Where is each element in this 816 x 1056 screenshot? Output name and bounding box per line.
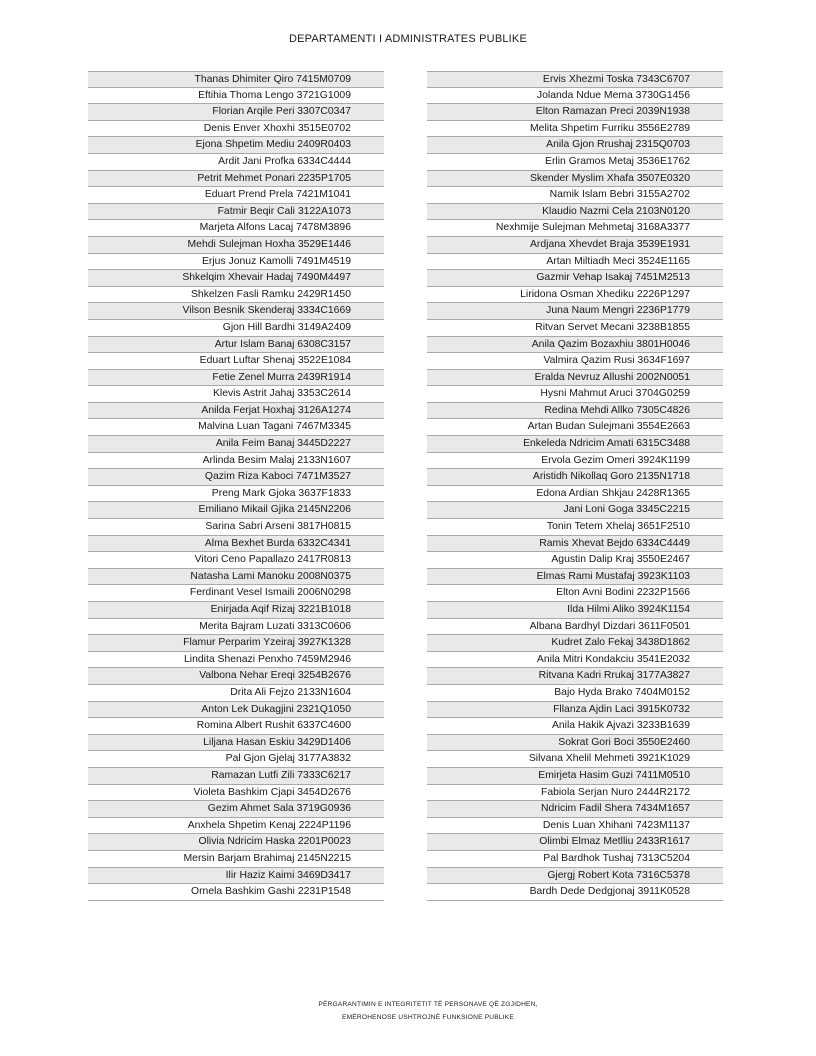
page-title: DEPARTAMENTI I ADMINISTRATES PUBLIKE [288, 33, 528, 45]
name-row: Violeta Bashkim Cjapi 3454D2676 [88, 785, 384, 802]
name-row: Gazmir Vehap Isakaj 7451M2513 [427, 270, 723, 287]
name-row: Natasha Lami Manoku 2008N0375 [88, 569, 384, 586]
name-row: Elton Avni Bodini 2232P1566 [427, 585, 723, 602]
name-row: Anila Qazim Bozaxhiu 3801H0046 [427, 337, 723, 354]
name-row: Tonin Tetem Xhelaj 3651F2510 [427, 519, 723, 536]
name-row: Valbona Nehar Ereqi 3254B2676 [88, 668, 384, 685]
name-row: Fllanza Ajdin Laci 3915K0732 [427, 702, 723, 719]
name-row: Ejona Shpetim Mediu 2409R0403 [88, 137, 384, 154]
name-row: Ritvana Kadri Rrukaj 3177A3827 [427, 668, 723, 685]
name-row: Anila Mitri Kondakciu 3541E2032 [427, 652, 723, 669]
name-row: Bardh Dede Dedgjonaj 3911K0528 [427, 884, 723, 901]
name-row: Shkelqim Xhevair Hadaj 7490M4497 [88, 270, 384, 287]
name-row: Gezim Ahmet Sala 3719G0936 [88, 801, 384, 818]
name-row: Vitori Ceno Papallazo 2417R0813 [88, 552, 384, 569]
footer [0, 998, 816, 1024]
name-row: Olivia Ndricim Haska 2201P0023 [88, 834, 384, 851]
name-row: Anila Gjon Rrushaj 2315Q0703 [427, 137, 723, 154]
name-row: Skender Myslim Xhafa 3507E0320 [427, 171, 723, 188]
name-row: Ervola Gezim Omeri 3924K1199 [427, 453, 723, 470]
name-row: Shkelzen Fasli Ramku 2429R1450 [88, 287, 384, 304]
name-row: Enkeleda Ndricim Amati 6315C3488 [427, 436, 723, 453]
name-row: Florian Arqile Peri 3307C0347 [88, 104, 384, 121]
name-row: Gjon Hill Bardhi 3149A2409 [88, 320, 384, 337]
name-row: Erjus Jonuz Kamolli 7491M4519 [88, 254, 384, 271]
footer-line-1: PËRGARANTIMIN E INTEGRITETIT TË PERSONAVE QË ZGJIDHEN, [318, 1001, 538, 1008]
name-row: Silvana Xhelil Mehmeti 3921K1029 [427, 751, 723, 768]
name-row: Valmira Qazim Rusi 3634F1697 [427, 353, 723, 370]
name-row: Merita Bajram Luzati 3313C0606 [88, 619, 384, 636]
name-row: Mehdi Sulejman Hoxha 3529E1446 [88, 237, 384, 254]
name-row: Eftihia Thoma Lengo 3721G1009 [88, 88, 384, 105]
name-row: Lindita Shenazi Penxho 7459M2946 [88, 652, 384, 669]
name-row: Agustin Dalip Kraj 3550E2467 [427, 552, 723, 569]
name-row: Anton Lek Dukagjini 2321Q1050 [88, 702, 384, 719]
name-row: Emirjeta Hasim Guzi 7411M0510 [427, 768, 723, 785]
name-row: Erlin Gramos Metaj 3536E1762 [427, 154, 723, 171]
name-row: Kudret Zalo Fekaj 3438D1862 [427, 635, 723, 652]
name-row: Sokrat Gori Boci 3550E2460 [427, 735, 723, 752]
name-row: Flamur Perparim Yzeiraj 3927K1328 [88, 635, 384, 652]
name-row: Olimbi Elmaz Metlliu 2433R1617 [427, 834, 723, 851]
name-row: Klevis Astrit Jahaj 3353C2614 [88, 386, 384, 403]
name-row: Pal Bardhok Tushaj 7313C5204 [427, 851, 723, 868]
name-row: Gjergj Robert Kota 7316C5378 [427, 868, 723, 885]
name-row: Pal Gjon Gjelaj 3177A3832 [88, 751, 384, 768]
name-row: Nexhmije Sulejman Mehmetaj 3168A3377 [427, 220, 723, 237]
name-row: Ervis Xhezmi Toska 7343C6707 [427, 71, 723, 88]
name-row: Liridona Osman Xhediku 2226P1297 [427, 287, 723, 304]
name-row: Klaudio Nazmi Cela 2103N0120 [427, 204, 723, 221]
name-row: Qazim Riza Kaboci 7471M3527 [88, 469, 384, 486]
name-row: Arlinda Besim Malaj 2133N1607 [88, 453, 384, 470]
name-row: Emiliano Mikail Gjika 2145N2206 [88, 502, 384, 519]
name-row: Bajo Hyda Brako 7404M0152 [427, 685, 723, 702]
name-row: Aristidh Nikollaq Goro 2135N1718 [427, 469, 723, 486]
name-row: Vilson Besnik Skenderaj 3334C1669 [88, 303, 384, 320]
name-row: Enirjada Aqif Rizaj 3221B1018 [88, 602, 384, 619]
name-row: Romina Albert Rushit 6337C4600 [88, 718, 384, 735]
name-row: Ritvan Servet Mecani 3238B1855 [427, 320, 723, 337]
name-row: Ilir Haziz Kaimi 3469D3417 [88, 868, 384, 885]
name-row: Artan Budan Sulejmani 3554E2663 [427, 419, 723, 436]
name-row: Edona Ardian Shkjau 2428R1365 [427, 486, 723, 503]
name-row: Fatmir Beqir Cali 3122A1073 [88, 204, 384, 221]
name-row: Jani Loni Goga 3345C2215 [427, 502, 723, 519]
name-row: Anxhela Shpetim Kenaj 2224P1196 [88, 818, 384, 835]
name-row: Petrit Mehmet Ponari 2235P1705 [88, 171, 384, 188]
name-row: Sarina Sabri Arseni 3817H0815 [88, 519, 384, 536]
name-row: Elmas Rami Mustafaj 3923K1103 [427, 569, 723, 586]
name-row: Marjeta Alfons Lacaj 7478M3896 [88, 220, 384, 237]
name-row: Thanas Dhimiter Qiro 7415M0709 [88, 71, 384, 88]
name-row: Ilda Hilmi Aliko 3924K1154 [427, 602, 723, 619]
name-row: Ardjana Xhevdet Braja 3539E1931 [427, 237, 723, 254]
name-row: Eduart Prend Prela 7421M1041 [88, 187, 384, 204]
name-row: Anila Hakik Ajvazi 3233B1639 [427, 718, 723, 735]
name-row: Drita Ali Fejzo 2133N1604 [88, 685, 384, 702]
name-row: Ferdinant Vesel Ismaili 2006N0298 [88, 585, 384, 602]
name-row: Fabiola Serjan Nuro 2444R2172 [427, 785, 723, 802]
left-name-column [88, 71, 384, 901]
name-row: Namik Islam Bebri 3155A2702 [427, 187, 723, 204]
name-row: Elton Ramazan Preci 2039N1938 [427, 104, 723, 121]
name-row: Denis Enver Xhoxhi 3515E0702 [88, 121, 384, 138]
name-row: Liljana Hasan Eskiu 3429D1406 [88, 735, 384, 752]
name-row: Ardit Jani Profka 6334C4444 [88, 154, 384, 171]
name-row: Mersin Barjam Brahimaj 2145N2215 [88, 851, 384, 868]
name-row: Denis Luan Xhihani 7423M1137 [427, 818, 723, 835]
name-row: Anilda Ferjat Hoxhaj 3126A1274 [88, 403, 384, 420]
name-row: Ramazan Lutfi Zili 7333C6217 [88, 768, 384, 785]
name-row: Preng Mark Gjoka 3637F1833 [88, 486, 384, 503]
name-row: Malvina Luan Tagani 7467M3345 [88, 419, 384, 436]
name-row: Anila Feim Banaj 3445D2227 [88, 436, 384, 453]
name-row: Fetie Zenel Murra 2439R1914 [88, 370, 384, 387]
name-row: Eralda Nevruz Allushi 2002N0051 [427, 370, 723, 387]
name-row: Hysni Mahmut Aruci 3704G0259 [427, 386, 723, 403]
name-row: Albana Bardhyl Dizdari 3611F0501 [427, 619, 723, 636]
right-name-column [427, 71, 723, 901]
name-row: Ornela Bashkim Gashi 2231P1548 [88, 884, 384, 901]
footer-line-2: EMËROHENOSE USHTROJNË FUNKSIONE PUBLIKE [342, 1014, 514, 1021]
name-row: Juna Naum Mengri 2236P1779 [427, 303, 723, 320]
name-row: Jolanda Ndue Mema 3730G1456 [427, 88, 723, 105]
name-row: Artur Islam Banaj 6308C3157 [88, 337, 384, 354]
name-row: Ndricim Fadil Shera 7434M1657 [427, 801, 723, 818]
name-row: Melita Shpetim Furriku 3556E2789 [427, 121, 723, 138]
name-row: Ramis Xhevat Bejdo 6334C4449 [427, 536, 723, 553]
name-row: Redina Mehdi Allko 7305C4826 [427, 403, 723, 420]
name-row: Eduart Luftar Shenaj 3522E1084 [88, 353, 384, 370]
name-row: Alma Bexhet Burda 6332C4341 [88, 536, 384, 553]
name-row: Artan Miltiadh Meci 3524E1165 [427, 254, 723, 271]
